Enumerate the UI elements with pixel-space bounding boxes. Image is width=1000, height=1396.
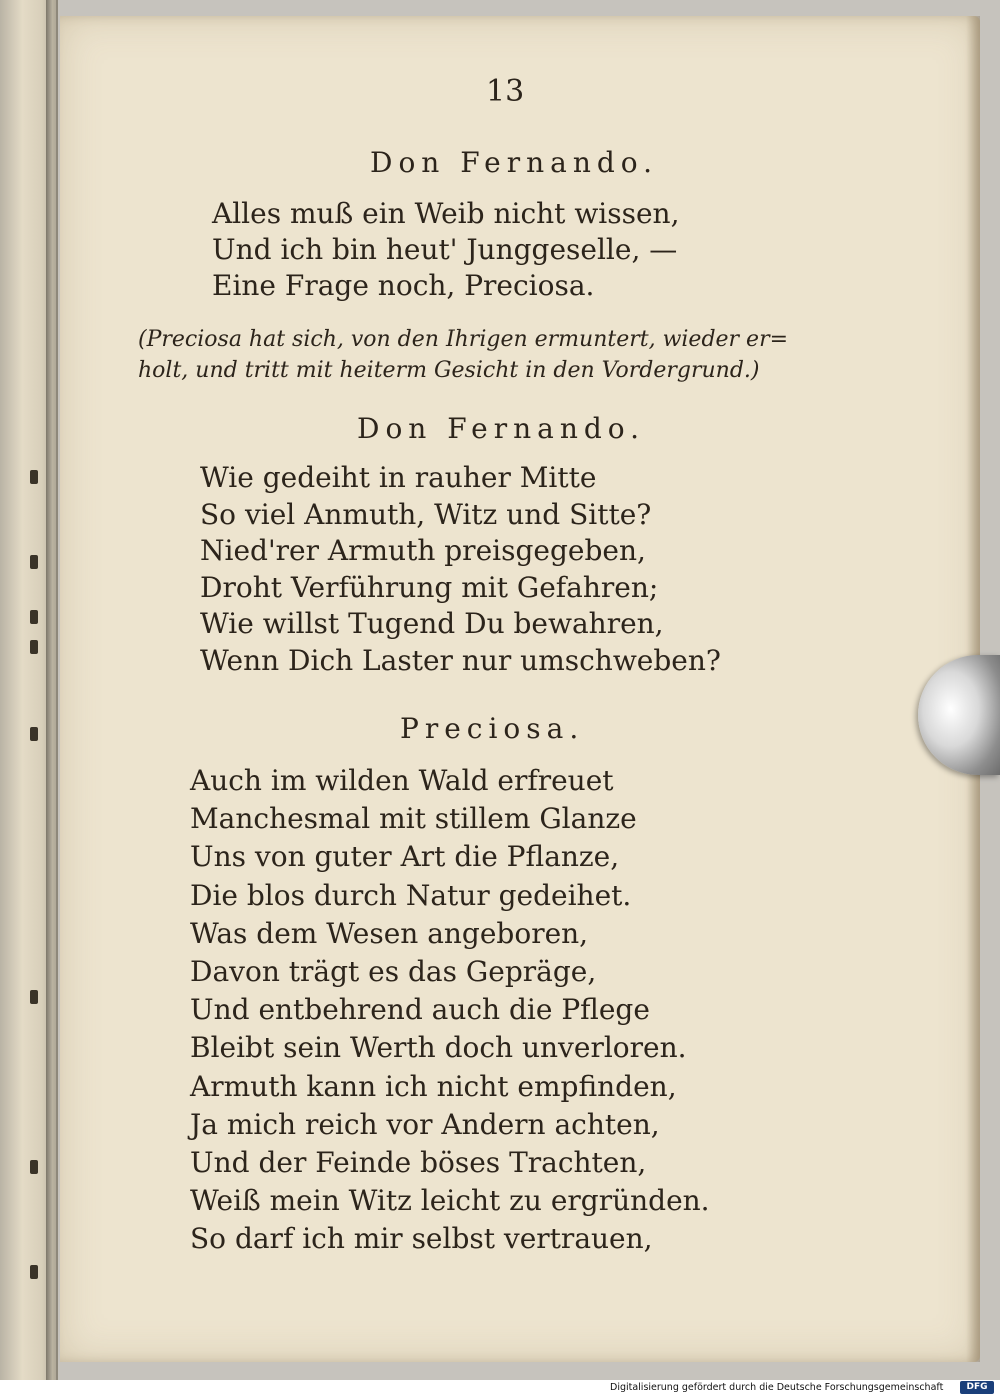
- verse-line: Eine Frage noch, Preciosa.: [212, 269, 595, 302]
- binding-stitch: [30, 555, 38, 569]
- dfg-logo: DFG: [960, 1381, 994, 1394]
- binding-stitch: [30, 1160, 38, 1174]
- verse-line: Was dem Wesen angeboren,: [190, 916, 589, 950]
- verse-line: Davon trägt es das Gepräge,: [190, 955, 597, 989]
- speaker-name: Don Fernando.: [357, 412, 646, 445]
- verse-line: Droht Verführung mit Gefahren;: [200, 570, 659, 604]
- stage-direction-line: holt, und tritt mit heiterm Gesicht in den Vordergrund.): [138, 358, 760, 383]
- verse-line: Uns von guter Art die Pflanze,: [190, 840, 620, 874]
- verse-block: [190, 762, 710, 1259]
- verse-line: Ja mich reich vor Andern achten,: [190, 1107, 660, 1141]
- binding-stitch: [30, 727, 38, 741]
- binding-stitch: [30, 610, 38, 624]
- funding-credit: Digitalisierung gefördert durch die Deutsche Forschungsgemeinschaft: [610, 1382, 944, 1393]
- verse-line: Wie willst Tugend Du bewahren,: [200, 607, 664, 641]
- verse-line: Wenn Dich Laster nur umschweben?: [200, 643, 721, 677]
- verse-line: Wie gedeiht in rauher Mitte: [200, 461, 597, 494]
- stage-direction: [138, 324, 868, 386]
- binding-stitch: [30, 990, 38, 1004]
- verse-line: Und entbehrend auch die Pflege: [190, 993, 650, 1027]
- verse-line: Nied'rer Armuth preisgegeben,: [200, 534, 646, 568]
- verse-line: Alles muß ein Weib nicht wissen,: [212, 197, 680, 230]
- binding-stitch: [30, 470, 38, 484]
- binding-stitch: [30, 1265, 38, 1279]
- binding-stitch: [30, 640, 38, 654]
- verse-block: [200, 460, 721, 680]
- verse-line: So darf ich mir selbst vertrauen,: [190, 1222, 653, 1256]
- verse-line: Und der Feinde böses Trachten,: [190, 1146, 647, 1180]
- previous-page-edge: [0, 0, 58, 1380]
- speaker-name: Preciosa.: [400, 712, 585, 745]
- page-number: 13: [486, 74, 525, 109]
- verse-line: Auch im wilden Wald erfreuet: [190, 764, 614, 797]
- verse-line: Armuth kann ich nicht empfinden,: [190, 1069, 677, 1103]
- verse-line: Und ich bin heut' Junggeselle, —: [212, 233, 678, 266]
- verse-block: [212, 196, 679, 304]
- stage-direction-line: (Preciosa hat sich, von den Ihrigen ermuntert, wieder er=: [138, 327, 789, 352]
- verse-line: Bleibt sein Werth doch unverloren.: [190, 1031, 687, 1065]
- binding-gutter: [46, 0, 52, 1380]
- verse-line: Die blos durch Natur gedeihet.: [190, 878, 632, 912]
- verse-line: So viel Anmuth, Witz und Sitte?: [200, 497, 652, 531]
- speaker-name: Don Fernando.: [370, 146, 659, 179]
- verse-line: Weiß mein Witz leicht zu ergründen.: [190, 1184, 710, 1218]
- verse-line: Manchesmal mit stillem Glanze: [190, 802, 637, 836]
